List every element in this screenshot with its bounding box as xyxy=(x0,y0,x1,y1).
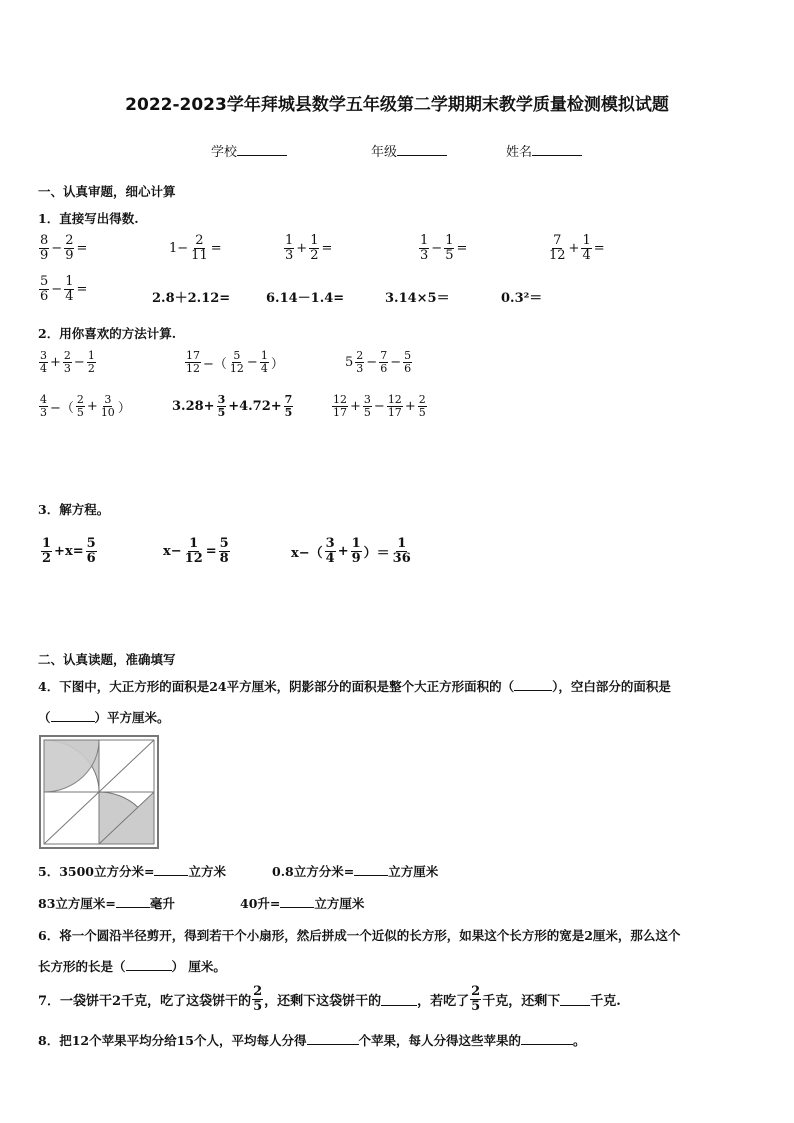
q2-expr-2: $\frac{17}{12}$ −（ $\frac{5}{12}$ − $\frac{1}{4}$ ） xyxy=(186,349,284,375)
q2-expr-3: 5 $\frac{2}{3}$ − $\frac{7}{6}$ − $\frac{5}{6}$ xyxy=(345,349,412,375)
q1-expr-10: 0.3²＝ xyxy=(501,291,543,306)
q2-label: 2．用你喜欢的方法计算. xyxy=(38,326,177,341)
name-field[interactable]: 姓名 xyxy=(506,141,582,160)
q5-item-a: 5．3500立方分米= 立方米 xyxy=(38,864,226,879)
q5-item-d: 40升= 立方厘米 xyxy=(240,896,365,911)
q4-line2: （ ）平方厘米。 xyxy=(38,710,170,725)
grade-field[interactable]: 年级 xyxy=(371,141,447,160)
q4-square-figure xyxy=(39,735,159,849)
q7-line: 7．一袋饼干2千克，吃了这袋饼干的 $\frac{2}{5}$ ，还剩下这袋饼干的 ，若吃了 $\frac{2}{5}$ 千克，还剩下 千克. xyxy=(38,984,621,1014)
q6-blank[interactable] xyxy=(126,957,172,971)
q5-blank-b[interactable] xyxy=(354,862,388,876)
q2-expr-1: $\frac{3}{4}$ + $\frac{2}{3}$ − $\frac{1}{2}$ xyxy=(40,349,95,375)
q3-equation-3: x−（ $\frac{3}{4}$ + $\frac{1}{9}$ ）＝ $\frac{1}{36}$ xyxy=(291,536,411,566)
q1-expr-1: $\frac{8}{9}$ − $\frac{2}{9}$ = xyxy=(40,233,88,263)
page-title: 2022-2023学年拜城县数学五年级第二学期期末教学质量检测模拟试题 xyxy=(125,95,669,115)
section2-heading: 二、认真读题，准确填写 xyxy=(38,652,176,667)
q7-blank-2[interactable] xyxy=(560,992,590,1006)
q8-blank-2[interactable] xyxy=(521,1031,573,1045)
q5-blank-c[interactable] xyxy=(116,894,150,908)
q5-item-c: 83立方厘米= 毫升 xyxy=(38,896,175,911)
q5-blank-a[interactable] xyxy=(154,862,188,876)
q6-line2: 长方形的长是（ ） 厘米。 xyxy=(38,959,226,974)
q5-blank-d[interactable] xyxy=(280,894,314,908)
q6-line1: 6．将一个圆沿半径剪开，得到若干个小扇形，然后拼成一个近似的长方形，如果这个长方形的宽是2厘米，那么这个 xyxy=(38,928,681,943)
q2-expr-4: $\frac{4}{3}$ −（ $\frac{2}{5}$ + $\frac{3}{10}$ ） xyxy=(40,393,131,419)
q7-blank-1[interactable] xyxy=(381,992,417,1006)
q1-expr-3: $\frac{1}{3}$ + $\frac{1}{2}$ = xyxy=(285,233,333,263)
q4-blank-1[interactable] xyxy=(514,677,552,691)
q1-expr-7: 2.8＋2.12= xyxy=(152,291,231,306)
q3-equation-1: $\frac{1}{2}$ +x= $\frac{5}{6}$ xyxy=(42,536,96,566)
q2-expr-5: 3.28+ $\frac{3}{5}$ +4.72+ $\frac{7}{5}$ xyxy=(172,393,293,419)
q3-equation-2: x− $\frac{1}{12}$ = $\frac{5}{8}$ xyxy=(163,536,229,566)
q1-label: 1．直接写出得数. xyxy=(38,211,139,226)
q2-expr-6: $\frac{12}{17}$ + $\frac{3}{5}$ − $\frac{12}{17}$ + $\frac{2}{5}$ xyxy=(333,393,426,419)
q3-label: 3．解方程。 xyxy=(38,502,110,517)
q5-item-b: 0.8立方分米= 立方厘米 xyxy=(272,864,439,879)
q1-expr-4: $\frac{1}{3}$ − $\frac{1}{5}$ = xyxy=(420,233,468,263)
section1-heading: 一、认真审题，细心计算 xyxy=(38,184,176,199)
q4-line1: 4．下图中，大正方形的面积是24平方厘米，阴影部分的面积是整个大正方形面积的（ ），空白部分的面积是 xyxy=(38,679,671,694)
q1-expr-9: 3.14×5＝ xyxy=(385,291,450,306)
q1-expr-6: $\frac{5}{6}$ − $\frac{1}{4}$ = xyxy=(40,274,88,304)
q1-expr-5: $\frac{7}{12}$ + $\frac{1}{4}$ = xyxy=(549,233,605,263)
q8-blank-1[interactable] xyxy=(307,1031,359,1045)
q4-blank-2[interactable] xyxy=(51,708,95,722)
school-field[interactable]: 学校 xyxy=(211,141,287,160)
q1-expr-2: 1− $\frac{2}{11}$ = xyxy=(169,233,222,263)
q8-line: 8．把12个苹果平均分给15个人，平均每人分得 个苹果，每人分得这些苹果的 。 xyxy=(38,1033,586,1048)
q1-expr-8: 6.14－1.4= xyxy=(266,291,345,306)
